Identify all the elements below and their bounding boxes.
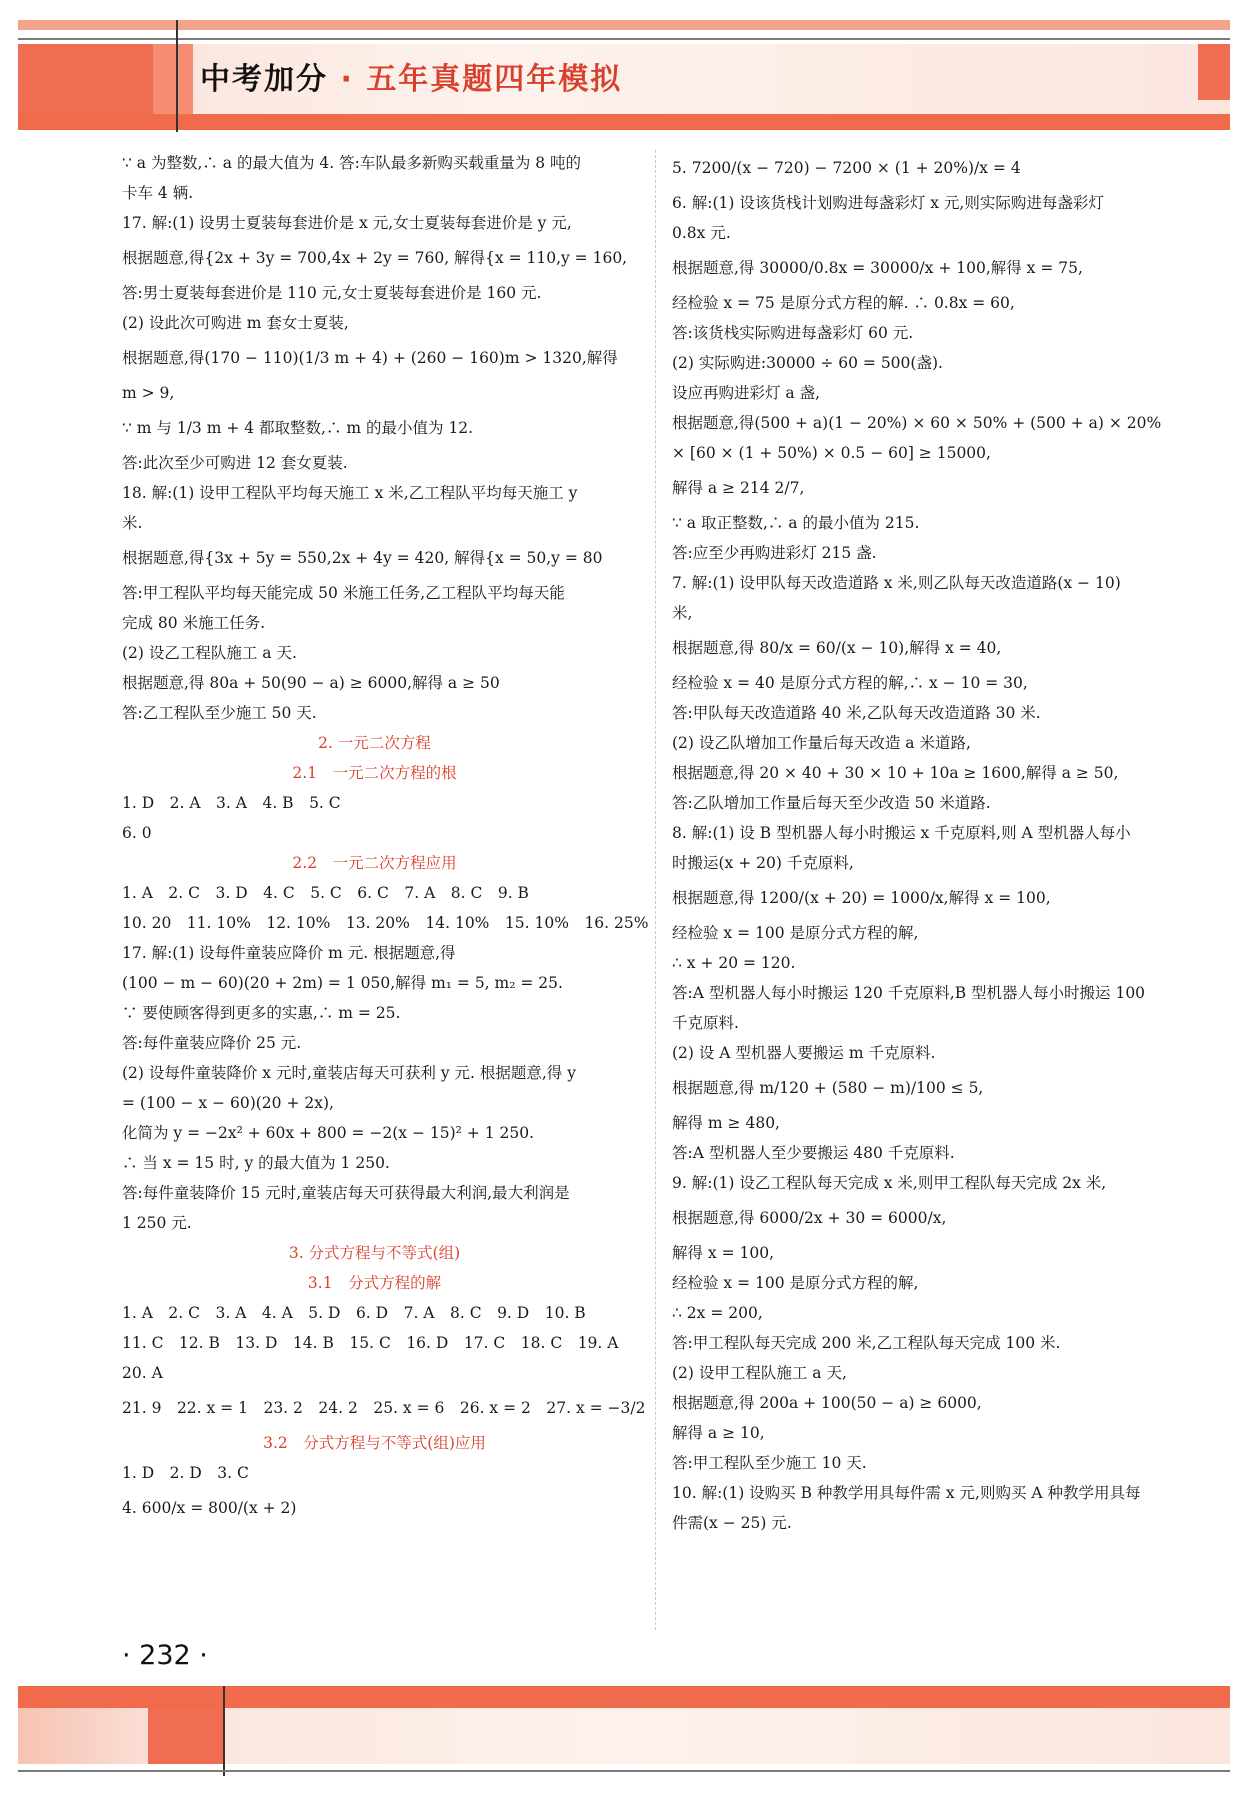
text-line: 根据题意,得(170 − 110)(1/3 m + 4) + (260 − 160)m > 1320,解得 [122,349,618,367]
text-line: 经检验 x = 40 是原分式方程的解,∴ x − 10 = 30, [672,674,1028,692]
header-title-main: 中考加分 [200,62,328,97]
text-line: 根据题意,得 1200/(x + 20) = 1000/x,解得 x = 100, [672,889,1051,907]
text-line: 化简为 y = −2x² + 60x + 800 = −2(x − 15)² + 1 250. [122,1124,535,1142]
text-line: 答:A 型机器人每小时搬运 120 千克原料,B 型机器人每小时搬运 100 [672,984,1146,1002]
text-line: 根据题意,得{3x + 5y = 550,2x + 4y = 420, 解得{x = 50,y = 80 [122,549,603,567]
right-column [672,148,1182,1538]
text-line: 答:乙队增加工作量后每天至少改造 50 米道路. [672,794,991,812]
header-block-right [1198,44,1230,100]
text-line: 米. [122,514,143,532]
text-line: ∴ 2x = 200, [672,1304,763,1322]
text-line: 1. A 2. C 3. A 4. A 5. D 6. D 7. A 8. C 9. D 10. B [122,1304,586,1322]
text-line: 根据题意,得 20 × 40 + 30 × 10 + 10a ≥ 1600,解得 a ≥ 50, [672,764,1119,782]
left-column [122,148,649,1528]
text-line: 答:应至少再购进彩灯 215 盏. [672,544,877,562]
page-footer [18,1686,1230,1776]
header-vertical-rule [176,20,178,132]
text-line: 答:甲工程队每天完成 200 米,乙工程队每天完成 100 米. [672,1334,1061,1352]
text-line: 根据题意,得 30000/0.8x = 30000/x + 100,解得 x = 75, [672,259,1083,277]
text-line: (100 − m − 60)(20 + 2m) = 1 050,解得 m₁ = 5, m₂ = 25. [122,974,563,992]
text-line: 解得 a ≥ 214 2/7, [672,479,805,497]
text-line: 解得 m ≥ 480, [672,1114,780,1132]
text-line: 根据题意,得 200a + 100(50 − a) ≥ 6000, [672,1394,982,1412]
text-line: (2) 设此次可购进 m 套女士夏装, [122,314,349,332]
text-line: 根据题意,得 m/120 + (580 − m)/100 ≤ 5, [672,1079,984,1097]
text-line: 完成 80 米施工任务. [122,614,266,632]
text-line: 答:该货栈实际购进每盏彩灯 60 元. [672,324,914,342]
page-header [18,20,1230,132]
header-rule [18,38,1230,40]
text-line: (2) 设乙队增加工作量后每天改造 a 米道路, [672,734,971,752]
text-line: 6. 解:(1) 设该货栈计划购进每盏彩灯 x 元,则实际购进每盏彩灯 [672,194,1104,212]
text-line: ∵ m 与 1/3 m + 4 都取整数,∴ m 的最小值为 12. [122,419,474,437]
text-line: = (100 − x − 60)(20 + 2x), [122,1094,334,1112]
text-line: 答:甲队每天改造道路 40 米,乙队每天改造道路 30 米. [672,704,1041,722]
text-line: 答:乙工程队至少施工 50 天. [122,704,317,722]
footer-block [148,1708,223,1764]
text-line: 答:甲工程队平均每天能完成 50 米施工任务,乙工程队平均每天能 [122,584,565,602]
text-line: 时搬运(x + 20) 千克原料, [672,854,854,872]
text-line: 答:此次至少可购进 12 套女夏装. [122,454,348,472]
text-line: 件需(x − 25) 元. [672,1514,792,1532]
text-line: 1. D 2. A 3. A 4. B 5. C [122,794,341,812]
text-line: 5. 7200/(x − 720) − 7200 × (1 + 20%)/x = 4 [672,159,1021,177]
text-line: 11. C 12. B 13. D 14. B 15. C 16. D 17. C 18. C 19. A [122,1334,619,1352]
section-heading: 2. 一元二次方程 [318,734,431,752]
text-line: 根据题意,得 6000/2x + 30 = 6000/x, [672,1209,947,1227]
text-line: 10. 解:(1) 设购买 B 种教学用具每件需 x 元,则购买 A 种教学用具每 [672,1484,1141,1502]
text-line: 答:甲工程队至少施工 10 天. [672,1454,867,1472]
header-block-left-light [153,44,193,114]
section-heading: 2.2 一元二次方程应用 [292,854,457,872]
section-heading: 2.1 一元二次方程的根 [292,764,457,782]
text-line: 答:每件童装降价 15 元时,童装店每天可获得最大利润,最大利润是 [122,1184,570,1202]
text-line: 根据题意,得 80/x = 60/(x − 10),解得 x = 40, [672,639,1002,657]
text-line: 17. 解:(1) 设每件童装应降价 m 元. 根据题意,得 [122,944,456,962]
header-top-bar [18,20,1230,30]
text-line: 根据题意,得{2x + 3y = 700,4x + 2y = 760, 解得{x = 110,y = 160, [122,249,628,267]
text-line: × [60 × (1 + 50%) × 0.5 − 60] ≥ 15000, [672,444,991,462]
text-line: 20. A [122,1364,163,1382]
section-heading: 3. 分式方程与不等式(组) [288,1244,461,1262]
text-line: ∵ a 为整数,∴ a 的最大值为 4. 答:车队最多新购买载重量为 8 吨的 [122,154,582,172]
text-line: 解得 x = 100, [672,1244,775,1262]
text-line: 根据题意,得 80a + 50(90 − a) ≥ 6000,解得 a ≥ 50 [122,674,500,692]
footer-vertical-rule [223,1686,225,1776]
text-line: (2) 设乙工程队施工 a 天. [122,644,297,662]
text-line: 经检验 x = 75 是原分式方程的解. ∴ 0.8x = 60, [672,294,1015,312]
text-line: (2) 设甲工程队施工 a 天, [672,1364,847,1382]
page-number: · 232 · [122,1640,208,1671]
section-heading: 3.1 分式方程的解 [307,1274,442,1292]
text-line: 10. 20 11. 10% 12. 10% 13. 20% 14. 10% 15. 10% 16. 25% [122,914,649,932]
text-line: 17. 解:(1) 设男士夏装每套进价是 x 元,女士夏装每套进价是 y 元, [122,214,572,232]
text-line: (2) 设 A 型机器人要搬运 m 千克原料. [672,1044,936,1062]
column-divider [655,150,656,1630]
text-line: 18. 解:(1) 设甲工程队平均每天施工 x 米,乙工程队平均每天施工 y [122,484,578,502]
text-line: m > 9, [122,384,175,402]
text-line: (2) 设每件童装降价 x 元时,童装店每天可获利 y 元. 根据题意,得 y [122,1064,576,1082]
section-heading: 3.2 分式方程与不等式(组)应用 [263,1434,486,1452]
text-line: ∴ x + 20 = 120. [672,954,796,972]
header-title-sep: · [340,62,354,97]
text-line: 解得 a ≥ 10, [672,1424,765,1442]
text-line: 答:每件童装应降价 25 元. [122,1034,302,1052]
text-line: 千克原料. [672,1014,739,1032]
header-title-sub: 五年真题四年模拟 [366,62,623,97]
text-line: 6. 0 [122,824,152,842]
text-line: ∴ 当 x = 15 时, y 的最大值为 1 250. [122,1154,390,1172]
text-line: 经检验 x = 100 是原分式方程的解, [672,924,919,942]
text-line: 1. A 2. C 3. D 4. C 5. C 6. C 7. A 8. C 9. B [122,884,529,902]
text-line: 1. D 2. D 3. C [122,1464,249,1482]
text-line: 8. 解:(1) 设 B 型机器人每小时搬运 x 千克原料,则 A 型机器人每小 [672,824,1131,842]
header-bottom-strip [18,114,1230,130]
text-line: 卡车 4 辆. [122,184,194,202]
text-line: 21. 9 22. x = 1 23. 2 24. 2 25. x = 6 26. x = 2 27. x = −3/2 [122,1399,646,1417]
footer-rule [18,1770,1230,1772]
text-line: ∵ 要使顾客得到更多的实惠,∴ m = 25. [122,1004,401,1022]
text-line: 9. 解:(1) 设乙工程队每天完成 x 米,则甲工程队每天完成 2x 米, [672,1174,1107,1192]
text-line: 答:男士夏装每套进价是 110 元,女士夏装每套进价是 160 元. [122,284,542,302]
text-line: 4. 600/x = 800/(x + 2) [122,1499,297,1517]
text-line: 根据题意,得(500 + a)(1 − 20%) × 60 × 50% + (500 + a) × 20% [672,414,1162,432]
header-title [200,54,622,98]
text-line: 经检验 x = 100 是原分式方程的解, [672,1274,919,1292]
footer-strip [18,1686,1230,1708]
text-line: 7. 解:(1) 设甲队每天改造道路 x 米,则乙队每天改造道路(x − 10) [672,574,1121,592]
text-line: ∵ a 取正整数,∴ a 的最小值为 215. [672,514,920,532]
text-line: (2) 实际购进:30000 ÷ 60 = 500(盏). [672,354,943,372]
text-line: 0.8x 元. [672,224,731,242]
text-line: 米, [672,604,693,622]
text-line: 设应再购进彩灯 a 盏, [672,384,821,402]
text-line: 答:A 型机器人至少要搬运 480 千克原料. [672,1144,955,1162]
text-line: 1 250 元. [122,1214,192,1232]
